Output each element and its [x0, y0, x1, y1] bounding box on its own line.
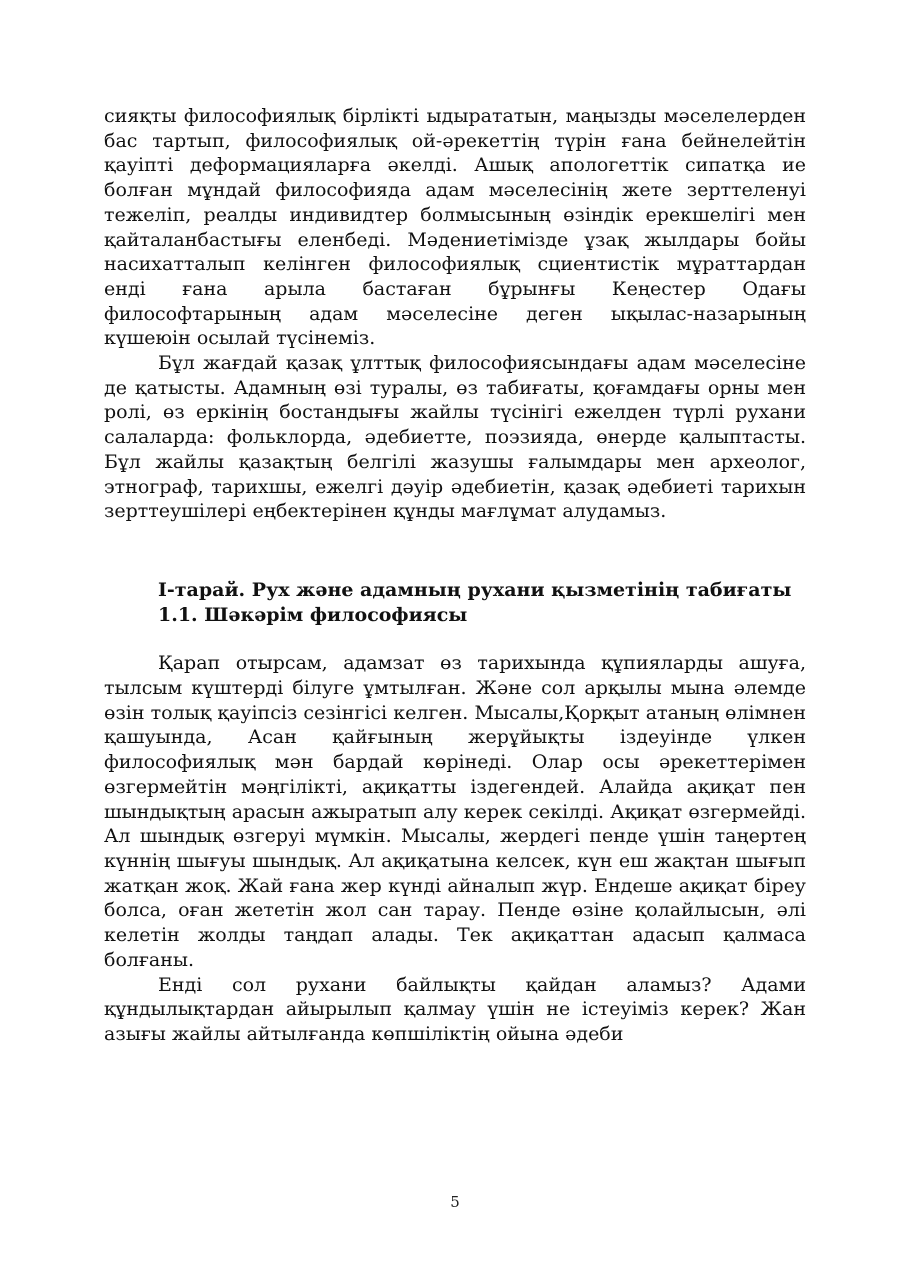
paragraph: Енді сол рухани байлықты қайдан аламыз? Адами құндылықтардан айырылып қалмау үшін не істеуіміз керек? Жан азығы жайлы айтылғанда көпшіліктің ойына әдеби [104, 973, 806, 1045]
paragraph-continued: сияқты философиялық бірлікті ыдырататын, маңызды мәселелерден бас тартып, философиялық ой-әрекеттің түрін ғана бейнелейтін қауіпті деформацияларға әкелді. Ашық апологеттік сипатқа ие болған мұндай философияда адам мәселесінің жете зерттеленуі тежеліп, реалды индивидтер болмысының өзіндік ерекшелігі мен қайталанбастығы еленбеді. Мәдениетімізде ұзақ жылдары бойы насихатталып келінген философиялық сциентистік мұраттардан енді ғана арыла бастаған бұрынғы Кеңестер Одағы философтарының адам мәселесіне деген ықылас-назарының күшеюін осылай түсінеміз. [104, 105, 806, 350]
chapter-heading: І-тарай. Рух және адамның рухани қызметінің табиғаты [158, 578, 792, 601]
paragraph: Бұл жағдай қазақ ұлттық философиясындағы адам мәселесіне де қатысты. Адамның өзі туралы, өз табиғаты, қоғамдағы орны мен ролі, өз еркінің бостандығы жайлы түсінігі ежелден түрлі рухани салаларда: фольклорда, әдебиетте, поэзияда, өнерде қалыптасты. Бұл жайлы қазақтың белгілі жазушы ғалымдары мен археолог, этнограф, тарихшы, ежелгі дәуір әдебиетін, қазақ әдебиеті тарихын зерттеушілері еңбектерінен құнды мағлұмат алудамыз. [104, 352, 806, 523]
section-heading: 1.1. Шәкәрім философиясы [158, 603, 468, 626]
spacer [104, 627, 806, 651]
page-number: 5 [450, 1193, 460, 1211]
spacer [104, 524, 806, 578]
document-page [104, 104, 806, 1047]
paragraph: Қарап отырсам, адамзат өз тарихында құпияларды ашуға, тылсым күштерді білуге ұмтылған. Және сол арқылы мына әлемде өзін толық қауіпсіз сезінгісі келген. Мысалы,Қорқыт атаның өлімнен қашуында, Асан қайғының жерұйықты іздеуінде үлкен философиялық мән бардай көрінеді. Олар осы әрекеттерімен өзгермейтін мәңгілікті, ақиқатты іздегендей. Алайда ақиқат пен шындықтың арасын ажыратып алу керек секілді. Ақиқат өзгермейді. Ал шындық өзгеруі мүмкін. Мысалы, жердегі пенде үшін таңертең күннің шығуы шындық. Ал ақиқатына келсек, күн еш жақтан шығып жатқан жоқ. Жай ғана жер күнді айналып жүр. Ендеше ақиқат біреу болса, оған жететін жол сан тарау. Пенде өзіне қолайлысын, әлі келетін жолды таңдап алады. Тек ақиқаттан адасып қалмаса болғаны. [104, 652, 806, 971]
